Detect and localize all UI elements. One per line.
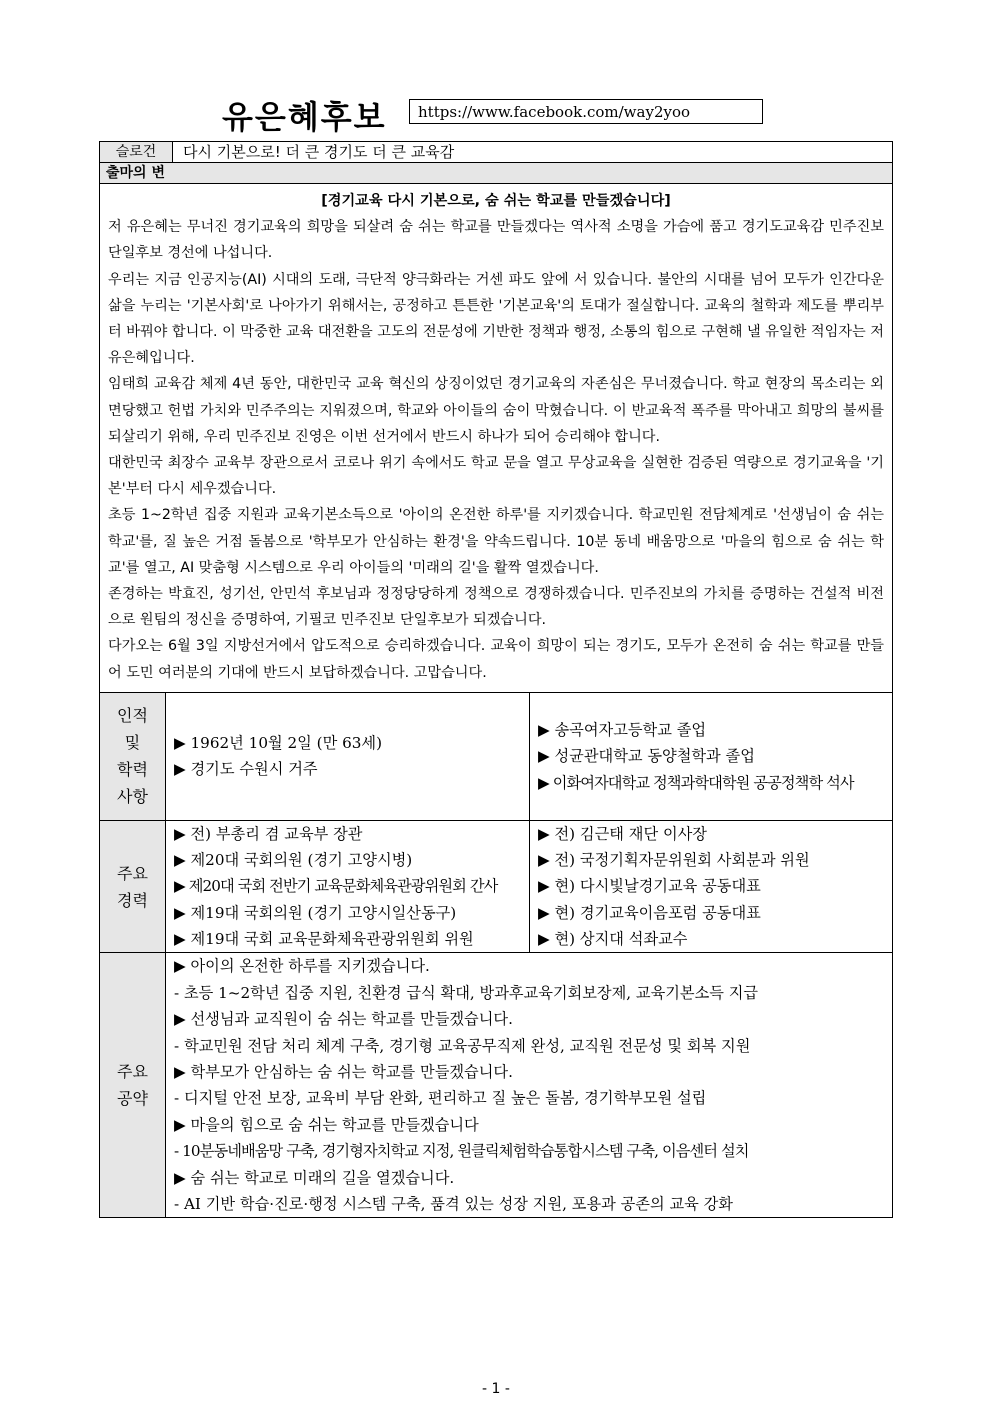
- profile-label-line: 인적: [117, 706, 148, 726]
- pledge-line: - AI 기반 학습·진로·행정 시스템 구축, 품격 있는 성장 지원, 포용과 공존의 교육 강화: [174, 1195, 733, 1213]
- career-right: [530, 820, 893, 952]
- statement-paragraph: 우리는 지금 인공지능(AI) 시대의 도래, 극단적 양극화라는 거센 파도 앞에 서 있습니다. 불안의 시대를 넘어 모두가 인간다운 삶을 누리는 '기본사회'로 나아가기 위해서는, 공정하고 튼튼한 '기본교육'의 토대가 절실합니다. 교육의 철학과 제도를 뿌리부터 바꿔야 합니다. 이 막중한 교육 대전환을 고도의 전문성에 기반한 정책과 행정, 소통의 힘으로 구현해 낼 유일한 적임자는 저 유은혜입니다.: [108, 271, 885, 367]
- candidate-table: [99, 141, 893, 1218]
- statement-body: [100, 184, 893, 693]
- profile-label-line: 사항: [117, 787, 148, 807]
- page-number: - 1 -: [482, 1381, 510, 1397]
- career-label-line: 경력: [117, 890, 148, 910]
- slogan-label: 슬로건: [100, 142, 173, 162]
- statement-label: 출마의 변: [100, 163, 893, 184]
- slogan-text: 다시 기본으로! 더 큰 경기도 더 큰 교육감: [183, 143, 455, 161]
- career-item: ▶ 전) 국정기획자문위원회 사회분과 위원: [538, 851, 810, 870]
- pledge-line: - 초등 1~2학년 집중 지원, 친환경 급식 확대, 방과후교육기회보장제, 교육기본소득 지급: [174, 983, 759, 1002]
- profile-label: [100, 692, 166, 820]
- career-left: [166, 820, 530, 952]
- profile-item: ▶ 1962년 10월 2일 (만 63세): [174, 734, 382, 753]
- pledge-line: - 10분동네배움망 구축, 경기형자치학교 지정, 원클릭체험학습통합시스템 구축, 이음센터 설치: [174, 1142, 749, 1161]
- pledge-line: - 학교민원 전담 처리 체계 구축, 경기형 교육공무직제 완성, 교직원 전문성 및 회복 지원: [174, 1036, 751, 1055]
- statement-paragraph: 임태희 교육감 체제 4년 동안, 대한민국 교육 혁신의 상징이었던 경기교육의 자존심은 무너졌습니다. 학교 현장의 목소리는 외면당했고 헌법 가치와 민주주의는 지워졌으며, 학교와 아이들의 숨이 막혔습니다. 이 반교육적 폭주를 막아내고 희망의 불씨를 되살리기 위해, 우리 민주진보 진영은 이번 선거에서 반드시 하나가 되어 승리해야 합니다.: [108, 376, 885, 445]
- pledge-line: - 디지털 안전 보장, 교육비 부담 완화, 편리하고 질 높은 돌봄, 경기학부모원 설립: [174, 1089, 707, 1108]
- pledges-list: [166, 953, 893, 1218]
- profile-label-line: 학력: [117, 760, 148, 780]
- pledges-label-line: 주요: [117, 1062, 148, 1082]
- career-item: ▶ 제20대 국회의원 (경기 고양시병): [174, 851, 413, 870]
- career-label-line: 주요: [117, 863, 148, 883]
- facebook-url: https://www.facebook.com/way2yoo: [409, 99, 763, 124]
- profile-item: ▶ 송곡여자고등학교 졸업: [538, 720, 707, 739]
- statement-paragraph: 다가오는 6월 3일 지방선거에서 압도적으로 승리하겠습니다. 교육이 희망이 되는 경기도, 모두가 온전히 숨 쉬는 학교를 만들어 도민 여러분의 기대에 반드시 보답하겠습니다. 고맙습니다.: [108, 638, 885, 681]
- statement-paragraph: 대한민국 최장수 교육부 장관으로서 코로나 위기 속에서도 학교 문을 열고 무상교육을 실현한 검증된 역량으로 경기교육을 '기본'부터 다시 세우겠습니다.: [108, 455, 885, 498]
- profile-personal: [166, 692, 530, 820]
- pledge-line: ▶ 숨 쉬는 학교로 미래의 길을 열겠습니다.: [174, 1168, 455, 1187]
- pledges-label-line: 공약: [117, 1089, 148, 1109]
- career-item: ▶ 제20대 국회 전반기 교육문화체육관광위원회 간사: [174, 877, 498, 896]
- pledges-label: [100, 953, 166, 1218]
- career-item: ▶ 제19대 국회의원 (경기 고양시일산동구): [174, 903, 457, 922]
- pledge-line: ▶ 마을의 힘으로 숨 쉬는 학교를 만들겠습니다: [174, 1115, 479, 1134]
- pledge-line: ▶ 아이의 온전한 하루를 지키겠습니다.: [174, 957, 430, 976]
- page-title: 유은혜후보: [222, 98, 387, 136]
- career-item: ▶ 현) 경기교육이음포럼 공동대표: [538, 903, 761, 922]
- career-item: ▶ 전) 김근태 재단 이사장: [538, 824, 707, 843]
- pledge-line: ▶ 선생님과 교직원이 숨 쉬는 학교를 만들겠습니다.: [174, 1010, 513, 1029]
- career-item: ▶ 전) 부총리 겸 교육부 장관: [174, 824, 363, 843]
- profile-item: ▶ 경기도 수원시 거주: [174, 760, 318, 779]
- slogan-row: [100, 142, 892, 162]
- career-label: [100, 820, 166, 952]
- profile-education: [530, 692, 893, 820]
- statement-paragraph: 존경하는 박효진, 성기선, 안민석 후보님과 정정당당하게 정책으로 경쟁하겠습니다. 민주진보의 가치를 증명하는 건설적 비전으로 원팀의 정신을 증명하여, 기필코 민주진보 단일후보가 되겠습니다.: [108, 586, 885, 629]
- pledge-line: ▶ 학부모가 안심하는 숨 쉬는 학교를 만들겠습니다.: [174, 1062, 513, 1081]
- statement-paragraph: 저 유은혜는 무너진 경기교육의 희망을 되살려 숨 쉬는 학교를 만들겠다는 역사적 소명을 가슴에 품고 경기도교육감 민주진보 단일후보 경선에 나섭니다.: [108, 219, 885, 262]
- career-item: ▶ 현) 다시빛날경기교육 공동대표: [538, 877, 761, 896]
- career-item: ▶ 현) 상지대 석좌교수: [538, 930, 688, 949]
- career-item: ▶ 제19대 국회 교육문화체육관광위원회 위원: [174, 930, 474, 949]
- profile-label-line: 및: [124, 733, 141, 753]
- profile-item: ▶ 성균관대학교 동양철학과 졸업: [538, 747, 755, 766]
- profile-item: ▶ 이화여자대학교 정책과학대학원 공공정책학 석사: [538, 773, 854, 792]
- statement-title: [경기교육 다시 기본으로, 숨 쉬는 학교를 만들겠습니다]: [321, 193, 671, 209]
- statement-paragraph: 초등 1~2학년 집중 지원과 교육기본소득으로 '아이의 온전한 하루'를 지키겠습니다. 학교민원 전담체계로 '선생님이 숨 쉬는 학교'를, 질 높은 거점 돌봄으로 '학부모가 안심하는 환경'을 약속드립니다. 10분 동네 배움망으로 '마을의 힘으로 숨 쉬는 학교'를 열고, AI 맞춤형 시스템으로 우리 아이들의 '미래의 길'을 활짝 열겠습니다.: [108, 507, 885, 576]
